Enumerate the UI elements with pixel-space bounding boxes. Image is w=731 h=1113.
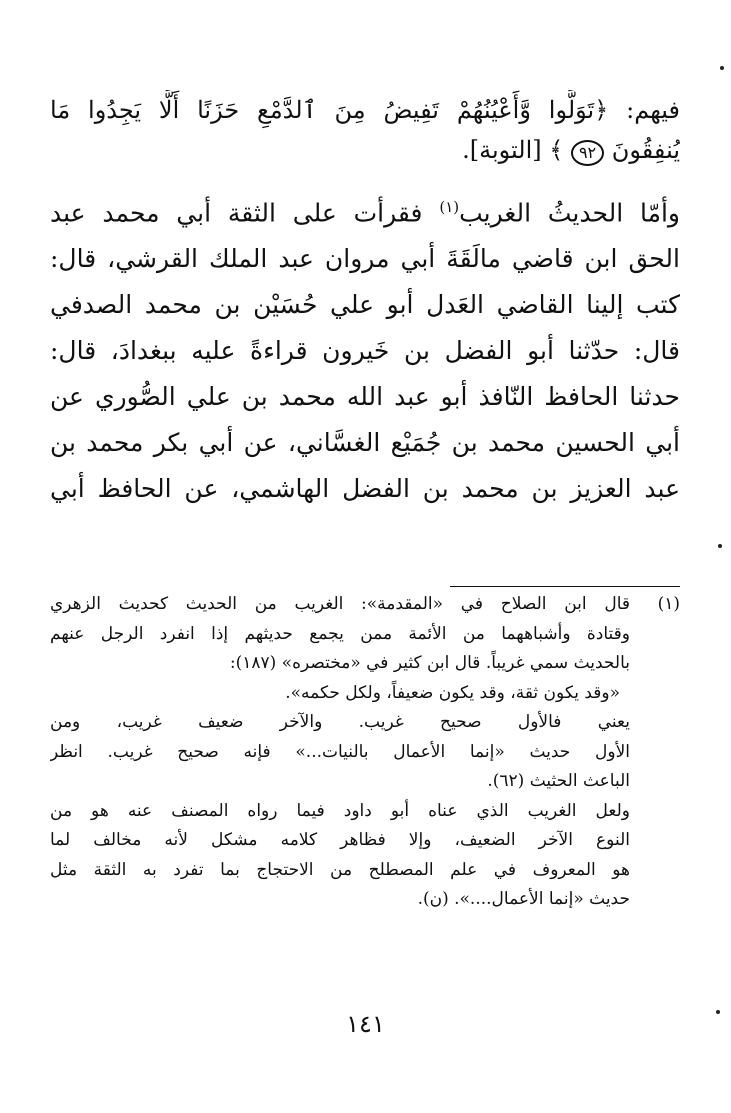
footnote-line: وقتادة وأشباههما من الأئمة ممن يجمع حديثهم إذا انفرد الرجل عنهم: [50, 623, 630, 644]
footnote-line: قال ابن الصلاح في «المقدمة»: الغريب من الحديث كحديث الزهري: [50, 594, 630, 614]
paragraph-line-1-start: وأمّا الحديثُ الغريب: [459, 198, 680, 228]
quran-reference: ﴾ [التوبة].: [462, 136, 564, 164]
paragraph-line: الحق ابن قاضي مالَقَةَ أبي مروان عبد الملك القرشي، قال:: [50, 244, 680, 274]
paragraph-line: قال: حدّثنا أبو الفضل بن خَيرون قراءةً عليه ببغدادَ، قال:: [50, 336, 680, 366]
footnote-line: الأول حديث «إنما الأعمال بالنيات...» فإنه صحيح غريب. انظر: [50, 741, 630, 762]
paragraph-line-1: [50, 184, 680, 236]
footnote-line: الباعث الحثيث (٦٢).: [487, 771, 630, 791]
page-number: ١٤١: [346, 1010, 385, 1038]
footnote-line: هو المعروف في علم المصطلح من الاحتجاج بما تفرد به الثقة مثل: [50, 859, 630, 880]
quran-verse-text: يُنفِقُونَ: [611, 136, 680, 164]
paragraph-line: حدثنا الحافظ النّافذ أبو عبد الله محمد بن علي الصُّوري عن: [50, 382, 680, 412]
footnote-line: النوع الآخر الضعيف، وإلا فظاهر كلامه مشكل لأنه مخالف لما: [50, 830, 630, 850]
paragraph-line: كتب إلينا القاضي العَدل أبو علي حُسَيْن بن محمد الصدفي: [50, 290, 680, 320]
verse-number-marker: ٩٢: [571, 140, 604, 166]
scan-mark: [720, 66, 724, 70]
quran-verse-line-1: فيهم: ﴿تَوَلَّوا وَّأَعْيُنُهُمْ تَفِيضُ مِنَ ٱلدَّمْعِ حَزَنًا أَلَّا يَجِدُوا مَا: [50, 96, 680, 124]
quran-verse-line-2: [50, 130, 680, 170]
footnotes: [50, 590, 680, 915]
footnote-separator: [450, 586, 680, 587]
paragraph-line: عبد العزيز بن محمد بن الفضل الهاشمي، عن الحافظ أبي: [50, 474, 680, 504]
footnote-line: حديث «إنما الأعمال....». (ن).: [417, 889, 630, 909]
scan-mark: [718, 544, 722, 548]
footnote-line: بالحديث سمي غريباً. قال ابن كثير في «مختصره» (١٨٧):: [229, 653, 630, 673]
footnote-number: (١): [657, 594, 680, 614]
page-body: [50, 90, 680, 909]
footnote-line: «وقد يكون ثقة، وقد يكون ضعيفاً، ولكل حكمه».: [285, 682, 620, 703]
scan-mark: [716, 1010, 720, 1014]
paragraph-line: أبي الحسين محمد بن جُمَيْع الغسَّاني، عن أبي بكر محمد بن: [50, 428, 680, 458]
footnote-reference[interactable]: (١): [439, 198, 460, 216]
paragraph-line-1-end: فقرأت على الثقة أبي محمد عبد: [50, 198, 440, 228]
footnote-line: يعني فالأول صحيح غريب. والآخر ضعيف غريب، ومن: [50, 712, 630, 732]
footnote-line: ولعل الغريب الذي عناه أبو داود فيما رواه المصنف عنه هو من: [50, 800, 630, 821]
